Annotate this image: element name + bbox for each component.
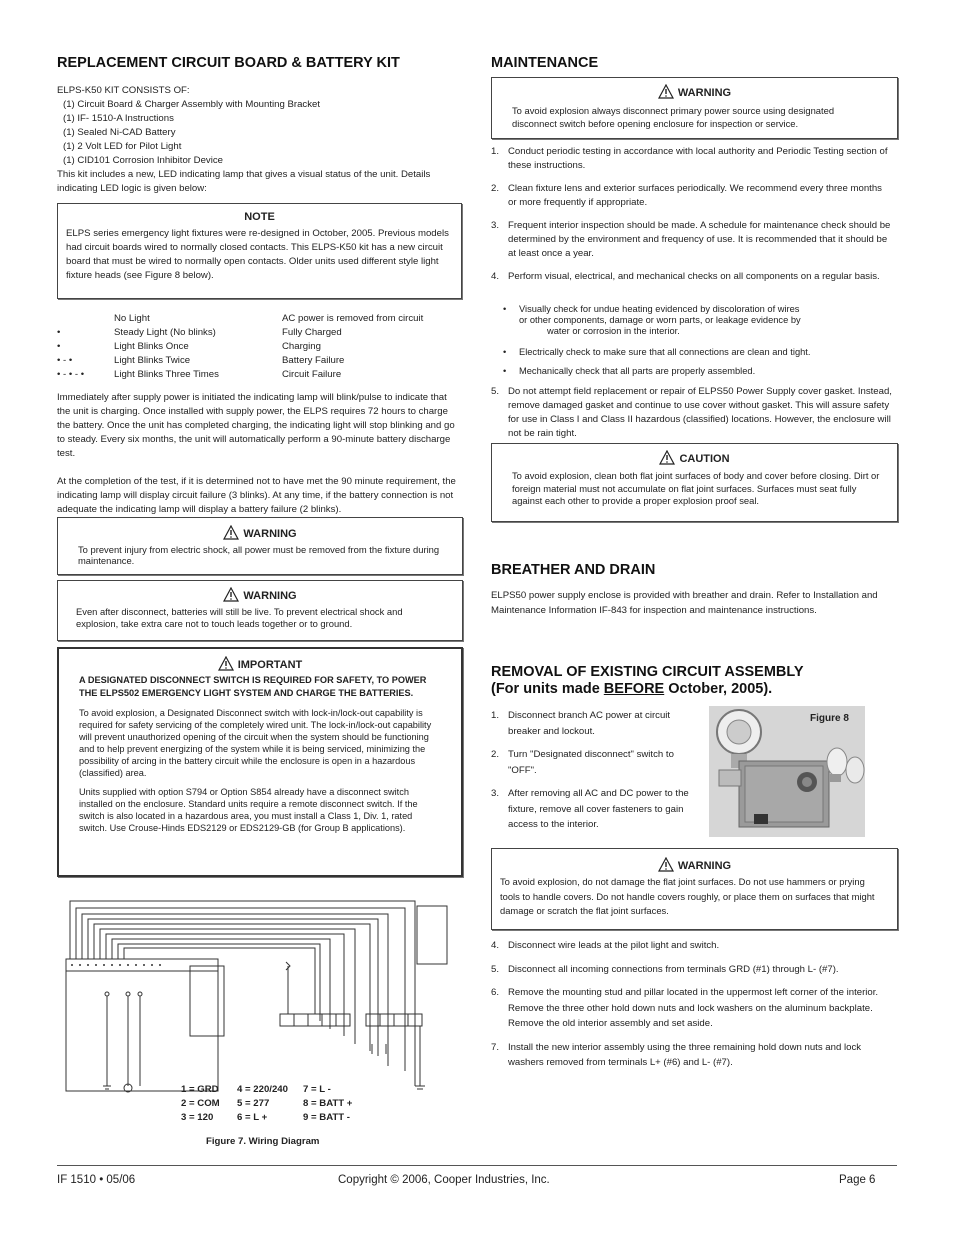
figure8-photo (709, 706, 865, 837)
caution-text: To avoid explosion, clean both flat joint surfaces of body and cover before closing. Dirt or foreign material must not accumulate on flat joint surfaces. Surfaces must seat fully against each other to provide a proper explosion proof seal. (512, 470, 880, 506)
list-item: 3. Frequent interior inspection should be made. A schedule for maintenance check should be determined by the environment and frequency of use. It is recommended that it should be at least once a year. (491, 220, 891, 259)
warning-text: To prevent injury from electric shock, all power must be removed from the fixture during maintenance. (78, 544, 440, 566)
legend-item: 9 = BATT - (303, 1112, 350, 1123)
footer-page-number: Page 6 (839, 1174, 876, 1186)
led-light: Light Blinks Once (114, 341, 189, 353)
warning-triangle-icon (658, 857, 674, 872)
led-code (57, 312, 114, 326)
important-para1: To avoid explosion, a Designated Disconnect switch with lock-in/lock-out capability is required for safety servicing of the completely wired unit. The lock-in/lock-out capability will prevent unauthorized opening of the circuit when the system should be functioning and to help prevent energizing of the system while it is being serviced, minimizing the possibility of arcing in the battery circuit while the enclosure is open in a hazardous (classified) area. (79, 708, 432, 778)
warning-title: WARNING (677, 860, 732, 872)
important-bold: A DESIGNATED DISCONNECT SWITCH IS REQUIRED FOR SAFETY, TO POWER THE ELPS502 EMERGENCY LIGHT SYSTEM AND CHARGE THE BATTERIES. (79, 675, 427, 698)
warning-title: WARNING (243, 528, 297, 540)
led-status: Battery Failure (282, 355, 345, 367)
warning-text: Even after disconnect, batteries will still be live. To prevent electrical shock and explosion, take extra care not to touch leads together or to ground. (76, 606, 403, 629)
note-title: NOTE (244, 211, 275, 224)
maintenance-title: MAINTENANCE (491, 55, 599, 71)
list-item: 5. Disconnect all incoming connections from terminals GRD (#1) through L- (#7). (491, 963, 839, 975)
led-status: Charging (282, 341, 321, 353)
warning-triangle-icon (658, 84, 674, 99)
led-light: Light Blinks Three Times (114, 369, 219, 381)
list-item: 2. Clean fixture lens and exterior surfaces periodically. We recommend every three months or more frequently if appropriate. (491, 183, 882, 208)
left-column (57, 55, 462, 517)
led-status: Circuit Failure (282, 369, 342, 381)
list-item: 6. Remove the mounting stud and pillar located in the uppermost left corner of the interior. Remove the three other hold down nuts and lock washers on the aluminum backplate. Remove the old interior assembly and set aside. (491, 987, 879, 1029)
bullet-list (491, 304, 891, 377)
legend-item: 8 = BATT + (303, 1098, 353, 1109)
list-item: (1) Circuit Board & Charger Assembly with Mounting Bracket (63, 99, 320, 111)
list-item: 4. Disconnect wire leads at the pilot light and switch. (491, 940, 720, 951)
list-item: 7. Install the new interior assembly using the three remaining hold down nuts and lock washers removed from terminals L+ (#6) and L- (#7). (491, 1041, 862, 1068)
breather-text: ELPS50 power supply enclose is provided with breather and drain. Refer to Installation and Maintenance Information IF-843 for inspection and maintenance instructions. (491, 590, 878, 616)
warning-title: WARNING (677, 87, 732, 99)
led-code: • - • - • (57, 369, 85, 381)
kit-consists: ELPS-K50 KIT CONSISTS OF: (57, 85, 190, 97)
warning-title: WARNING (243, 590, 297, 602)
warning-box-batteries (57, 580, 463, 641)
list-item: • Visually check for undue heating evidenced by discoloration of wires or other components, damage or worn parts, or leakage evidence by water or corrosion in the interior. (503, 304, 801, 336)
warning-triangle-icon (659, 450, 675, 465)
important-para2: Units supplied with option S794 or Option S854 already have a disconnect switch installed on the enclosure. Standard units require a remote disconnect switch. If the switch is also located in a hazardous area, you must install a Class 1, Div. 1, rated switch. Use Crouse-Hinds EDS2129 or EDS2129-GB (for Group B applications). (79, 787, 418, 833)
maintenance-list (491, 145, 891, 284)
warning-triangle-icon (223, 525, 239, 540)
warning-triangle-icon (223, 587, 239, 602)
warning-box-shock (57, 517, 463, 575)
important-box (57, 647, 463, 877)
led-code: • - • (57, 355, 73, 367)
note-text: ELPS series emergency light fixtures were re-designed in October, 2005. Previous models had circuit boards wired to normally closed contacts. This ELPS-K50 kit has a new circuit board that must be wired to normally open contacts. Older units used different style light fixture heads (see Figure 8 below). (66, 228, 449, 282)
legend-item: 2 = COM (181, 1098, 220, 1109)
list-item: (1) IF- 1510-A Instructions (63, 113, 174, 125)
list-item: 4. Perform visual, electrical, and mechanical checks on all components on a regular basis. (491, 271, 880, 282)
legend-item: 4 = 220/240 (237, 1084, 288, 1095)
led-code: • (57, 341, 61, 353)
wiring-legend (181, 1084, 373, 1124)
list-item: 1. Conduct periodic testing in accordance with local authority and Periodic Testing section of these instructions. (491, 146, 888, 171)
legend-item: 7 = L - (303, 1084, 331, 1095)
para-test: At the completion of the test, if it is determined not to have met the 90 minute requirement, the indicating lamp will display circuit failure (3 blinks). At any time, if the battery connection is not adequate the indicating lamp will display a battery failure (2 blinks). (57, 476, 456, 516)
removal-list-2 (491, 938, 891, 1071)
kit-title: REPLACEMENT CIRCUIT BOARD & BATTERY KIT (57, 55, 400, 71)
list-item: 5. Do not attempt field replacement or repair of ELPS50 Power Supply cover gasket. Instead, remove damaged gasket and continue to use cover without gasket. This will assure safety for use in Class I and Class II hazardous (classified) locations. However, the enclosure will not be rain tight. (491, 386, 892, 439)
maintenance-list-item5 (491, 385, 896, 441)
figure7-caption: Figure 7. Wiring Diagram (206, 1136, 320, 1147)
list-item: • Electrically check to make sure that all connections are clean and tight. (503, 347, 811, 357)
wiring-diagram (60, 886, 460, 1101)
caution-box (491, 443, 898, 522)
led-light: Light Blinks Twice (114, 355, 191, 367)
legend-item: 1 = GRD (181, 1084, 219, 1095)
figure8-label: Figure 8 (810, 713, 849, 724)
footer-rule (57, 1165, 897, 1166)
led-light: Steady Light (No blinks) (114, 327, 216, 339)
legend-item: 5 = 277 (237, 1098, 270, 1109)
list-item: 3. After removing all AC and DC power to the fixture, remove all cover fasteners to gain access to the interior. (491, 788, 689, 830)
para-charging: Immediately after supply power is initiated the indicating lamp will blink/pulse to indicate that the unit is charging. Once installed with supply power, the ELPS requires 72 hours to charge the battery. Once the unit has completed charging, the indicating light will stop blinking and go to steady. Every six months, the unit will automatically perform a 90-minute battery discharge test. (57, 392, 455, 460)
list-item: 1. Disconnect branch AC power at circuit breaker and lockout. (491, 710, 671, 737)
led-table (57, 312, 462, 382)
list-item: (1) 2 Volt LED for Pilot Light (63, 141, 182, 153)
important-title: IMPORTANT (237, 659, 303, 671)
led-status: AC power is removed from circuit (282, 313, 424, 325)
list-item: 2. Turn "Designated disconnect" switch to "OFF". (491, 749, 674, 776)
caution-title: CAUTION (679, 453, 730, 465)
warning-triangle-icon (218, 656, 234, 671)
footer-doc-id: IF 1510 • 05/06 (57, 1174, 136, 1186)
legend-item: 3 = 120 (181, 1112, 214, 1123)
warning-box-disconnect (491, 77, 898, 139)
note-box (57, 203, 462, 299)
led-code: • (57, 327, 61, 339)
warning-text: To avoid explosion always disconnect primary power source using designated disconnect switch before opening enclosure for inspection or service. (512, 105, 835, 129)
footer-copyright: Copyright © 2006, Cooper Industries, Inc. (338, 1174, 550, 1186)
led-light: No Light (114, 313, 150, 325)
breather-title: BREATHER AND DRAIN (491, 562, 656, 578)
legend-item: 6 = L + (237, 1112, 268, 1123)
kit-list (57, 98, 462, 168)
warning-box-flat-joint (491, 848, 898, 930)
list-item: (1) CID101 Corrosion Inhibitor Device (63, 155, 223, 167)
removal-title: REMOVAL OF EXISTING CIRCUIT ASSEMBLY (For units made BEFORE October, 2005). (491, 664, 804, 698)
list-item: (1) Sealed Ni-CAD Battery (63, 127, 176, 139)
warning-text: To avoid explosion, do not damage the flat joint surfaces. Do not use hammers or prying tools to handle covers. Do not handle covers roughly, or place them on surfaces that might damage or scratch the flat joint surfaces. (500, 876, 875, 916)
list-item: • Mechanically check that all parts are properly assembled. (503, 366, 756, 376)
removal-list (491, 708, 701, 833)
led-status: Fully Charged (282, 327, 342, 339)
kit-intro: This kit includes a new, LED indicating lamp that gives a visual status of the unit. Details indicating LED logic is given below: (57, 169, 431, 195)
